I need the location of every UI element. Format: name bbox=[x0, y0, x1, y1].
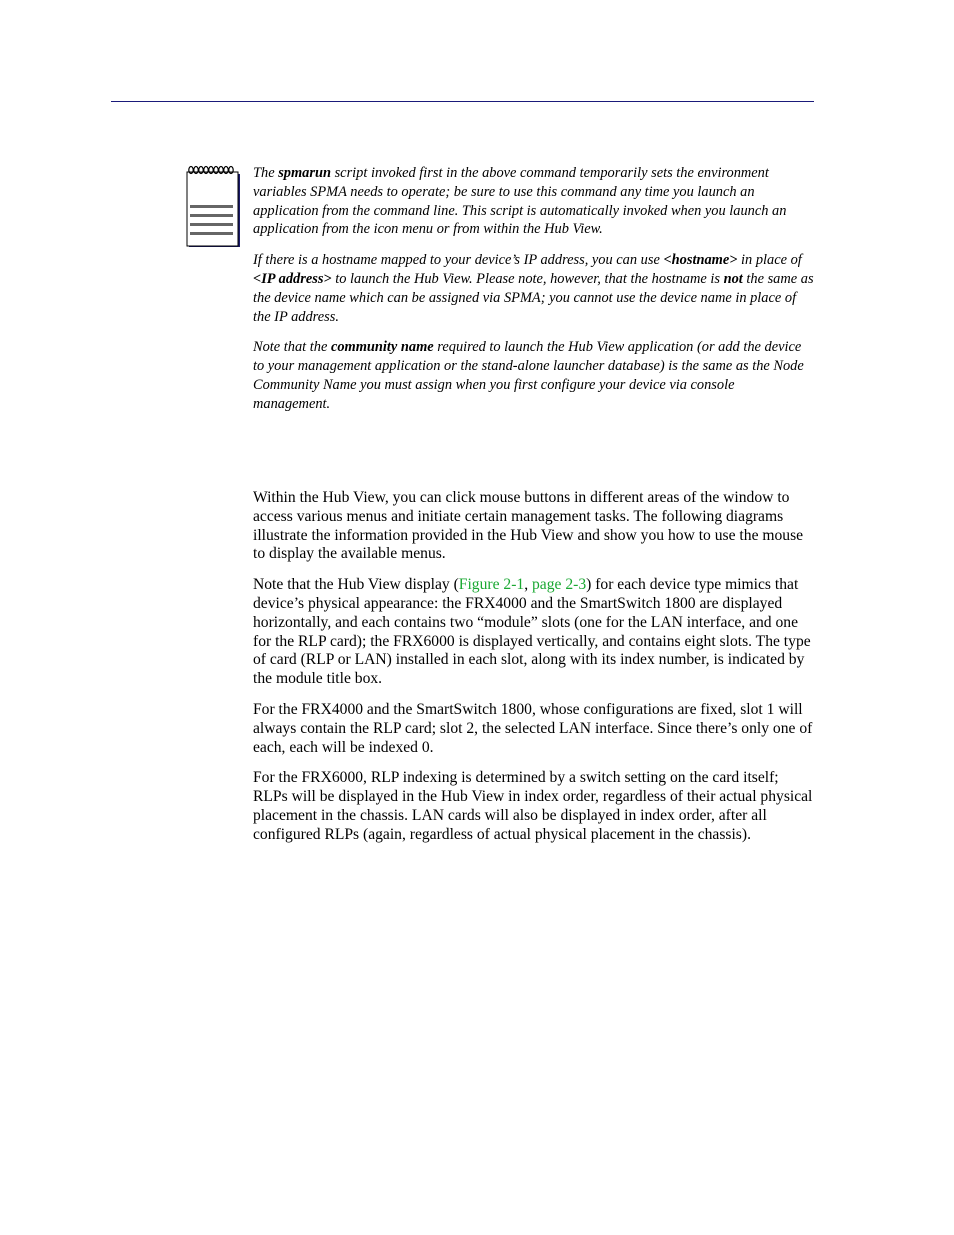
figure-link[interactable]: Figure 2-1 bbox=[458, 576, 525, 594]
body-text bbox=[253, 489, 815, 857]
page-link[interactable]: page 2-3 bbox=[532, 576, 587, 594]
note-paragraph-community: Note that the community name required to launch the Hub View application (or add the device to your management application or the stand-alone launcher database) is the same as the Node Community Name you must assign when you first configure your device via console management. bbox=[253, 339, 804, 412]
body-paragraph-display: Note that the Hub View display (Figure 2-1, page 2-3) for each device type mimics that device’s physical appearance: the FRX4000 and the SmartSwitch 1800 are displayed horizontally, and each contains two “module” slots (one for the LAN interface, and one for the RLP card); the FRX6000 is displayed vertically, and contains eight slots. The type of card (RLP or LAN) installed in each slot, along with its index number, is indicated by the module title box. bbox=[253, 576, 811, 688]
body-paragraph-intro: Within the Hub View, you can click mouse buttons in different areas of the window to access various menus and initiate certain management tasks. The following diagrams illustrate the information provided in the Hub View and show you how to use the mouse to display the available menus. bbox=[253, 489, 804, 563]
notepad-icon bbox=[186, 165, 242, 249]
body-paragraph-frx4000: For the FRX4000 and the SmartSwitch 1800, whose configurations are fixed, slot 1 will always contain the RLP card; slot 2, the selected LAN interface. Since there’s only one of each, each will be indexed 0. bbox=[253, 700, 813, 756]
note-block bbox=[253, 164, 815, 426]
note-paragraph-hostname: If there is a hostname mapped to your device’s IP address, you can use <hostname> in place of <IP address> to launch the Hub View. Please note, however, that the hostname is not the same as the device name which can be assigned via SPMA; you cannot use the device name in place of the IP address. bbox=[253, 252, 814, 325]
header-rule bbox=[111, 101, 814, 102]
body-paragraph-frx6000: For the FRX6000, RLP indexing is determined by a switch setting on the card itself; RLPs will be displayed in the Hub View in index order, regardless of their actual physical placement in the chassis. LAN cards will also be displayed in index order, after all configured RLPs (again, regardless of actual physical placement in the chassis). bbox=[253, 769, 813, 843]
note-paragraph-spmarun: The spmarun script invoked first in the above command temporarily sets the environment variables SPMA needs to operate; be sure to use this command any time you launch an application from the command line. This script is automatically invoked when you launch an application from the icon menu or from within the Hub View. bbox=[253, 165, 787, 238]
